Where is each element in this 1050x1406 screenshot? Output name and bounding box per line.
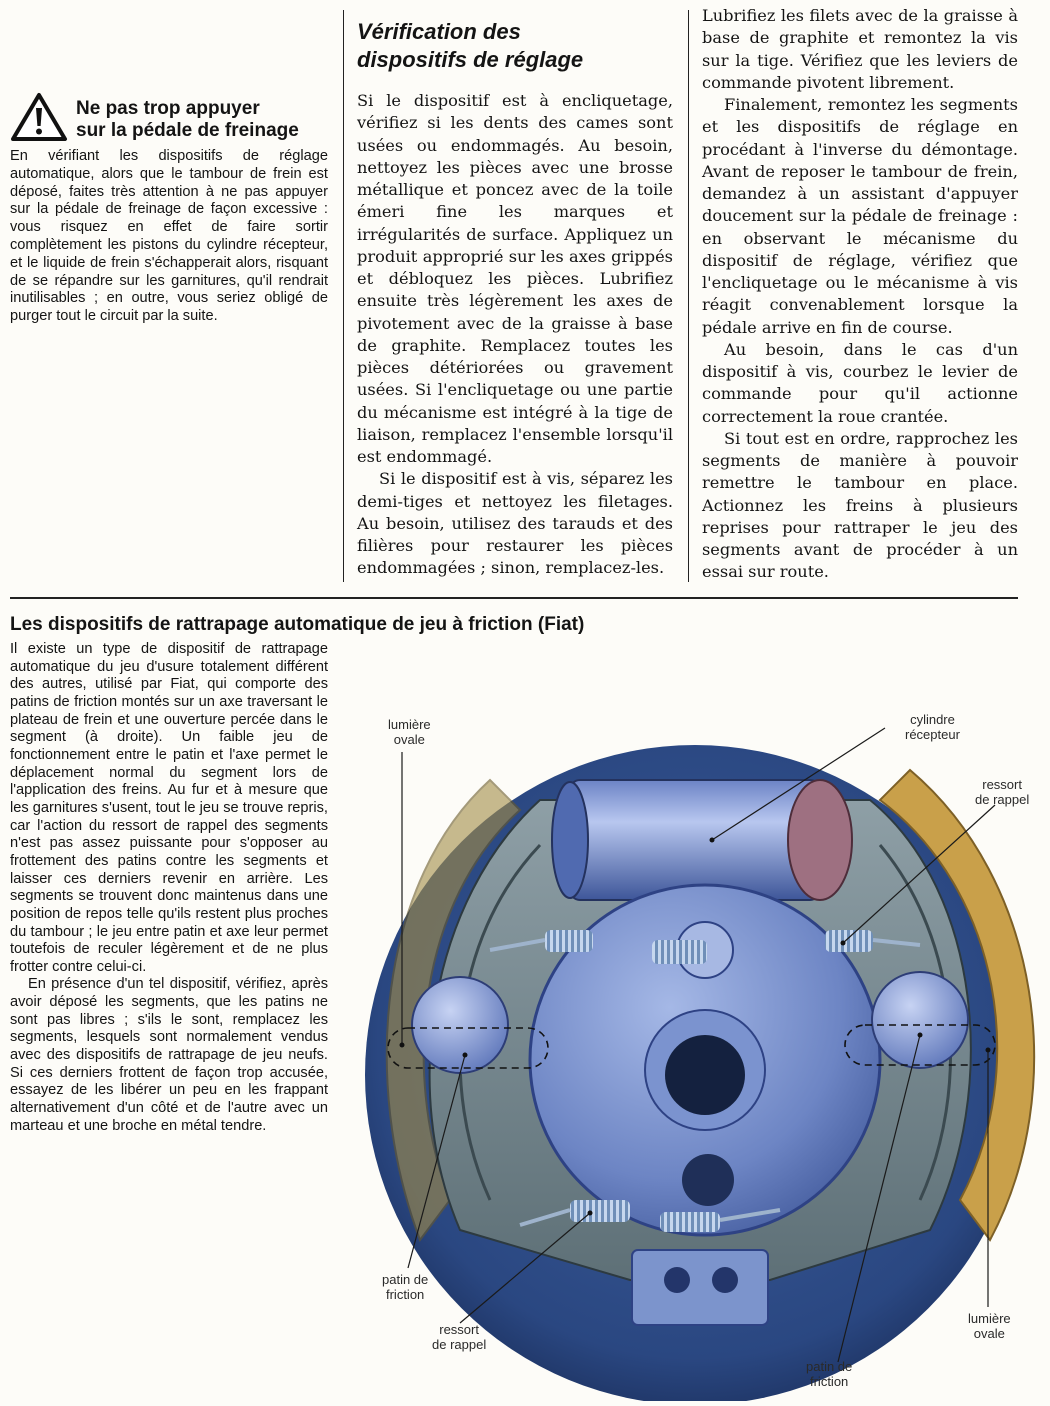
- column-divider-left: [343, 10, 344, 582]
- right-paragraph: Lubrifiez les filets avec de la graisse à base de graphite et remontez la vis sur la tige. Vérifiez que les leviers de commande pivotent librement.: [702, 6, 1018, 92]
- section-title: Les dispositifs de rattrapage automatique de jeu à friction (Fiat): [10, 614, 585, 635]
- label-return-spring-right: ressort de rappel: [975, 777, 1030, 807]
- right-paragraph: Si tout est en ordre, rapprochez les segments de manière à pouvoir remettre le tambour en place. Actionnez les freins à plusieurs reprises pour rattraper le jeu des segments avant de procéder à un essai sur route.: [702, 428, 1018, 582]
- brake-assembly-illustration: [340, 640, 1050, 1401]
- label-friction-pad-right: patin de friction: [806, 1359, 853, 1389]
- label-oval-slot-right: lumière ovale: [968, 1311, 1011, 1341]
- verification-paragraph: Si le dispositif est à vis, séparez les demi-tiges et nettoyez les filetages. Au besoin, utilisez des tarauds et des filières pour restaurer les pièces endommagées ; sinon, remplacez-les.: [357, 469, 673, 578]
- section-paragraph: Il existe un type de dispositif de rattrapage automatique du jeu d'usure totalement différent des autres, utilisé par Fiat, qui comporte des patins de friction montés sur un axe traversant le plateau de frein et une ouverture percée dans le segment (à droite). Un faible jeu de fonctionnement entre le patin et l'axe permet le déplacement normal du segment lors de l'application des freins. Au fur et à mesure que les garnitures s'usent, tout le jeu se trouve repris, car l'action du ressort de rappel des segments n'est pas assez puissante pour s'opposer au frottement des patins contre les segments et laisser ces derniers revenir en arrière. Les segments se trouvent donc maintenus dans une position de repos telle qu'ils restent plus proches du tambour ; le jeu entre patin et axe leur permet toutefois de reculer légèrement et de ne plus frotter contre celui-ci.: [10, 641, 328, 975]
- verification-column: [357, 18, 673, 580]
- warning-header: [10, 92, 328, 148]
- section-paragraph: En présence d'un tel dispositif, vérifiez, après avoir déposé les segments, que les patins ne sont pas libres ; s'ils le sont, remplacez les segments, lesquels sont normalement vendus avec des dispositifs de rattrapage de jeu neufs. Si ces derniers frottent de façon trop accusée, essayez de les libérer un peu en les frappant alternativement d'un côté et de l'autre avec un marteau et une broche en métal tendre.: [10, 976, 328, 1134]
- warning-title: Ne pas trop appuyer sur la pédale de freinage: [76, 98, 299, 141]
- section-body: [10, 641, 328, 1135]
- right-paragraph: Finalement, remontez les segments et les dispositifs de réglage en procédant à l'inverse du démontage. Avant de reposer le tambour de frein, demandez à un assistant d'appuyer doucement sur la pédale de freinage : en observant le mécanisme du dispositif de réglage, vérifiez que l'encliquetage ou le mécanisme à vis réagit convenablement lorsque la pédale arrive en fin de course.: [702, 95, 1018, 337]
- label-return-spring-bottom: ressort de rappel: [432, 1322, 487, 1352]
- verification-paragraph: Si le dispositif est à encliquetage, vérifiez si les dents des cames sont usées ou endommagés. Au besoin, nettoyez les pièces avec une brosse métallique et poncez avec de la toile émeri fine les marques et irrégularités de surface. Appliquez un produit approprié sur les axes grippés et débloquez les pièces. Lubrifiez ensuite très légèrement les axes de pivotement avec de la graisse à base de graphite. Remplacez toutes les pièces détériorées ou gravement usées. Si l'encliquetage ou une partie du mécanisme est intégré à la tige de liaison, remplacez l'ensemble lorsqu'il est endommagé.: [357, 91, 673, 466]
- verification-title: Vérification des dispositifs de réglage: [357, 19, 584, 72]
- warning-body: En vérifiant les dispositifs de réglage automatique, alors que le tambour de frein est déposé, faites très attention à ne pas appuyer sur la pédale de freinage de façon excessive : vous risquez en effet de faire sortir complètement les pistons du cylindre récepteur, et le liquide de frein s'échapperait alors, risquant de se répandre sur les garnitures, qu'il rendrait inutilisables ; en outre, vous seriez obligé de purger tout le circuit par la suite.: [10, 148, 328, 325]
- right-column: [702, 5, 1018, 584]
- label-wheel-cylinder: cylindre récepteur: [905, 712, 960, 742]
- right-paragraph: Au besoin, dans le cas d'un dispositif à vis, courbez le levier de commande pour qu'il actionne correctement la roue crantée.: [702, 339, 1018, 426]
- section-separator: [10, 597, 1018, 599]
- label-friction-pad-left: patin de friction: [382, 1272, 429, 1302]
- label-oval-slot-left: lumière ovale: [388, 717, 431, 747]
- warning-box: [10, 92, 328, 326]
- warning-triangle-icon: [10, 92, 68, 142]
- brake-drum-diagram: [340, 640, 1050, 1401]
- column-divider-right: [688, 10, 689, 582]
